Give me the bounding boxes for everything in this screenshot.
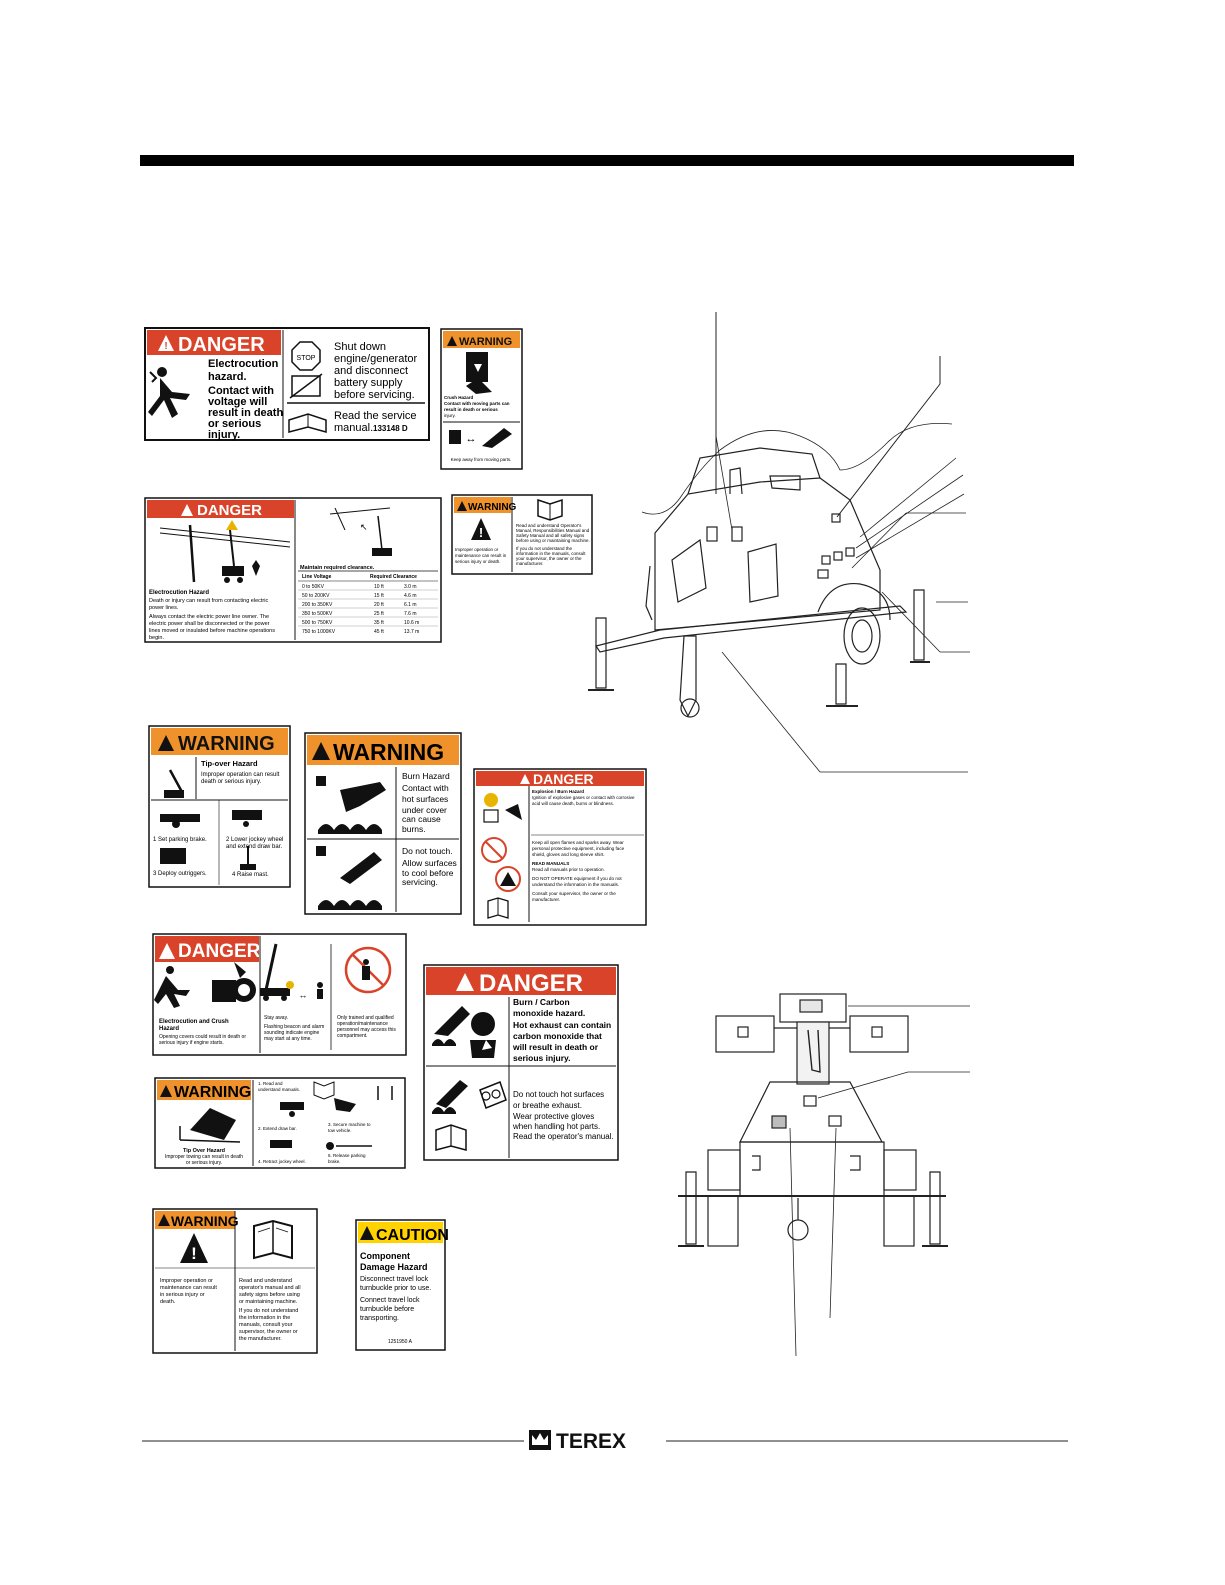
svg-text:Contact with: Contact with (208, 385, 274, 397)
danger-label: DANGER (178, 334, 265, 356)
svg-text:3 Deploy outriggers.: 3 Deploy outriggers. (153, 871, 207, 877)
svg-text:Death or injury can result fro: Death or injury can result from contacting electric (149, 598, 269, 604)
svg-text:5. Release parking: 5. Release parking (328, 1153, 366, 1158)
svg-text:manuals, consult your: manuals, consult your (239, 1322, 293, 1328)
svg-text:supervisor, the owner or: supervisor, the owner or (239, 1329, 298, 1335)
svg-text:before servicing.: before servicing. (334, 389, 415, 401)
svg-text:Ignition of explosive gases or: Ignition of explosive gases or contact with corrosive (532, 795, 635, 800)
svg-text:50 to 200KV: 50 to 200KV (302, 593, 330, 599)
svg-text:Read the operator's manual.: Read the operator's manual. (513, 1132, 614, 1141)
svg-text:personnel may access this: personnel may access this (337, 1027, 396, 1033)
svg-text:maintenance can result: maintenance can result (160, 1285, 217, 1291)
light-tower-rear-drawing (678, 994, 970, 1356)
svg-text:Flashing beacon and alarm: Flashing beacon and alarm (264, 1024, 325, 1030)
svg-text:information in the manuals, co: information in the manuals, consult (516, 551, 586, 556)
svg-text:350 to 500KV: 350 to 500KV (302, 611, 333, 617)
svg-text:serious injury.: serious injury. (513, 1053, 571, 1063)
svg-text:tow vehicle.: tow vehicle. (328, 1128, 352, 1133)
svg-text:WARNING: WARNING (468, 502, 517, 513)
svg-text:Stay away.: Stay away. (264, 1015, 289, 1021)
svg-text:35 ft: 35 ft (374, 620, 384, 626)
svg-text:serious injury if engine start: serious injury if engine starts. (159, 1040, 224, 1046)
svg-text:turnbuckle prior to use.: turnbuckle prior to use. (360, 1285, 432, 1292)
svg-text:safety signs before using: safety signs before using (239, 1292, 300, 1298)
svg-text:your supervisor, the owner or: your supervisor, the owner or the (516, 556, 582, 561)
svg-text:500 to 750KV: 500 to 750KV (302, 620, 333, 626)
svg-text:servicing.: servicing. (402, 877, 438, 887)
svg-text:compartment.: compartment. (337, 1033, 368, 1039)
svg-text:DANGER: DANGER (533, 771, 594, 787)
svg-text:Electrocution and Crush: Electrocution and Crush (159, 1019, 229, 1025)
svg-text:READ MANUALS: READ MANUALS (532, 861, 570, 866)
svg-text:engine/generator: engine/generator (334, 353, 418, 365)
svg-text:serious injury or death.: serious injury or death. (455, 559, 501, 564)
svg-text:Safety Manual and all safety s: Safety Manual and all safety signs (516, 533, 585, 538)
svg-text:Read all manuals prior to oper: Read all manuals prior to operation. (532, 867, 605, 872)
svg-text:electric power shall be discon: electric power shall be disconnected or the power (149, 621, 270, 627)
svg-text:Read the service: Read the service (334, 410, 417, 422)
svg-text:Electrocution: Electrocution (208, 358, 279, 370)
svg-text:↔: ↔ (465, 433, 477, 445)
svg-text:sounding indicate engine: sounding indicate engine (264, 1030, 320, 1036)
svg-text:transporting.: transporting. (360, 1315, 399, 1322)
svg-text:Wear protective gloves: Wear protective gloves (513, 1112, 595, 1121)
svg-text:can cause: can cause (402, 814, 441, 824)
svg-text:4.6 m: 4.6 m (404, 593, 417, 599)
svg-text:Tip Over Hazard: Tip Over Hazard (182, 1148, 226, 1154)
svg-text:Component: Component (360, 1251, 410, 1261)
svg-text:understand the information in: understand the information in the manuals. (532, 882, 620, 887)
decal-electrocution-crush (153, 934, 406, 1055)
svg-text:WARNING: WARNING (174, 1084, 252, 1101)
svg-text:or serious injury.: or serious injury. (185, 1160, 223, 1166)
svg-text:!: ! (164, 341, 168, 352)
terex-crown-icon (529, 1430, 551, 1450)
svg-text:death.: death. (160, 1299, 176, 1305)
svg-text:operator's manual and all: operator's manual and all (239, 1285, 301, 1291)
svg-text:1251950 A: 1251950 A (388, 1339, 412, 1345)
svg-text:power lines.: power lines. (149, 605, 179, 611)
svg-text:and disconnect: and disconnect (334, 365, 408, 377)
decal-read-manual-small (452, 495, 592, 574)
svg-text:shield, gloves and long sleeve: shield, gloves and long sleeve shirt. (532, 852, 605, 857)
svg-text:may start at any time.: may start at any time. (264, 1036, 312, 1042)
svg-text:under cover: under cover (402, 805, 447, 815)
svg-text:acid will cause death, burns o: acid will cause death, burns or blindness. (532, 801, 615, 806)
svg-text:when handling hot parts.: when handling hot parts. (513, 1122, 601, 1131)
svg-text:WARNING: WARNING (333, 739, 445, 765)
decal-tip-over-hazard (149, 726, 290, 887)
svg-text:Manual, Responsibilities Manua: Manual, Responsibilities Manual and (516, 528, 590, 533)
svg-text:Always contact the electric po: Always contact the electric power line owner. The (149, 614, 270, 620)
svg-text:Tip-over Hazard: Tip-over Hazard (201, 759, 258, 768)
svg-text:Contact with: Contact with (402, 783, 449, 793)
svg-text:Crush Hazard: Crush Hazard (444, 395, 474, 400)
svg-text:or breathe exhaust.: or breathe exhaust. (513, 1101, 582, 1110)
svg-text:hot surfaces: hot surfaces (402, 794, 449, 804)
svg-text:Explosion / Burn Hazard: Explosion / Burn Hazard (532, 789, 585, 794)
svg-text:Contact with moving parts can: Contact with moving parts can (444, 401, 510, 406)
svg-text:before using or maintaining ma: before using or maintaining machine. (516, 538, 590, 543)
svg-text:Connect travel lock: Connect travel lock (360, 1297, 420, 1304)
decal-burn-hazard (305, 733, 461, 914)
svg-text:CAUTION: CAUTION (376, 1227, 449, 1244)
svg-text:WARNING: WARNING (178, 733, 275, 755)
svg-text:the information in the: the information in the (239, 1315, 291, 1321)
svg-text:1. Read and: 1. Read and (258, 1081, 283, 1086)
svg-text:10 ft: 10 ft (374, 584, 384, 590)
svg-text:↖: ↖ (360, 522, 368, 532)
svg-text:3. Secure machine to: 3. Secure machine to (328, 1122, 371, 1127)
svg-text:Keep away from moving parts.: Keep away from moving parts. (450, 457, 512, 462)
svg-text:13.7 m: 13.7 m (404, 629, 420, 635)
svg-text:battery supply: battery supply (334, 377, 403, 389)
svg-text:Maintain required clearance.: Maintain required clearance. (300, 565, 375, 571)
svg-text:Required Clearance: Required Clearance (370, 574, 417, 580)
svg-text:4 Raise mast.: 4 Raise mast. (232, 872, 269, 878)
svg-text:45 ft: 45 ft (374, 629, 384, 635)
decal-crush-hazard-small (441, 329, 522, 469)
svg-text:will result in death or: will result in death or (513, 1042, 599, 1052)
svg-text:operation/maintenance: operation/maintenance (337, 1021, 388, 1027)
svg-text:DANGER: DANGER (479, 970, 584, 997)
svg-text:10.6 m: 10.6 m (404, 620, 420, 626)
svg-text:If you do not understand: If you do not understand (239, 1308, 299, 1314)
svg-text:Do not touch.: Do not touch. (402, 846, 453, 856)
svg-text:4. Retract jockey wheel.: 4. Retract jockey wheel. (258, 1159, 306, 1164)
decal-burn-carbon-monoxide (424, 965, 618, 1160)
svg-text:manufacturer.: manufacturer. (532, 897, 561, 902)
svg-text:Burn / Carbon: Burn / Carbon (513, 997, 570, 1007)
svg-text:injury.: injury. (208, 429, 241, 441)
svg-text:hazard.: hazard. (208, 371, 247, 383)
svg-text:Hot exhaust can contain: Hot exhaust can contain (513, 1020, 612, 1030)
svg-text:DO NOT OPERATE equipment if yo: DO NOT OPERATE equipment if you do not (532, 876, 622, 881)
svg-text:Improper towing can result in: Improper towing can result in death (164, 1154, 244, 1160)
svg-text:injury.: injury. (444, 413, 456, 418)
svg-text:200 to 350KV: 200 to 350KV (302, 602, 333, 608)
svg-text:DANGER: DANGER (178, 941, 261, 962)
svg-text:6.1 m: 6.1 m (404, 602, 417, 608)
svg-text:lines moved or insulated befor: lines moved or insulated before machine operations (149, 628, 275, 634)
svg-text:the manufacturer.: the manufacturer. (239, 1336, 282, 1342)
svg-text:WARNING: WARNING (459, 336, 513, 348)
svg-text:Allow surfaces: Allow surfaces (402, 858, 457, 868)
svg-text:Electrocution Hazard: Electrocution Hazard (149, 590, 210, 596)
svg-text:manufacturer.: manufacturer. (516, 561, 544, 566)
svg-text:monoxide hazard.: monoxide hazard. (513, 1008, 586, 1018)
svg-text:25 ft: 25 ft (374, 611, 384, 617)
svg-text:Opening covers could result in: Opening covers could result in death or (159, 1034, 246, 1040)
decal-read-manual-large (153, 1209, 317, 1353)
svg-text:begin.: begin. (149, 635, 164, 641)
svg-text:20 ft: 20 ft (374, 602, 384, 608)
svg-text:!: ! (478, 525, 484, 540)
svg-text:DANGER: DANGER (197, 502, 263, 519)
svg-text:carbon monoxide that: carbon monoxide that (513, 1031, 602, 1041)
footer-brand (142, 1430, 1068, 1453)
svg-text:or serious: or serious (208, 418, 262, 430)
svg-text:2. Extend draw bar.: 2. Extend draw bar. (258, 1126, 297, 1131)
decal-explosion-burn-hazard (474, 769, 646, 925)
svg-text:burns.: burns. (402, 824, 426, 834)
svg-text:Do not touch hot surfaces: Do not touch hot surfaces (513, 1090, 605, 1099)
svg-text:to cool before: to cool before (402, 868, 454, 878)
svg-text:personal protective equipment,: personal protective equipment, including face (532, 846, 625, 851)
svg-text:Hazard: Hazard (159, 1026, 180, 1032)
svg-text:understand manuals.: understand manuals. (258, 1087, 301, 1092)
svg-text:750 to 1000KV: 750 to 1000KV (302, 629, 336, 635)
svg-text:Line Voltage: Line Voltage (302, 574, 332, 580)
svg-text:manual.: manual. (334, 422, 374, 434)
decal-caution-component-damage (356, 1220, 449, 1350)
svg-text:Improper operation can result: Improper operation can result (201, 772, 280, 778)
svg-text:2 Lower jockey wheel: 2 Lower jockey wheel (226, 837, 284, 843)
svg-text:maintenance can result in: maintenance can result in (455, 553, 507, 558)
svg-text:death or serious injury.: death or serious injury. (201, 779, 262, 785)
svg-text:3.0 m: 3.0 m (404, 584, 417, 590)
svg-text:voltage will: voltage will (208, 396, 268, 408)
svg-text:Burn Hazard: Burn Hazard (402, 771, 450, 781)
svg-text:Only trained and qualified: Only trained and qualified (337, 1015, 394, 1021)
svg-text:Read and understand: Read and understand (239, 1278, 292, 1284)
svg-text:Improper operation or: Improper operation or (160, 1278, 213, 1284)
light-tower-iso-drawing (588, 312, 970, 772)
decal-power-line-clearance (145, 498, 441, 642)
svg-text:in serious injury or: in serious injury or (160, 1292, 205, 1298)
svg-text:turnbuckle before: turnbuckle before (360, 1306, 415, 1313)
svg-text:Improper operation or: Improper operation or (455, 547, 499, 552)
svg-text:Keep all open flames and spark: Keep all open flames and sparks away. Wear (532, 840, 624, 845)
svg-text:15 ft: 15 ft (374, 593, 384, 599)
svg-text:result in death: result in death (208, 407, 284, 419)
svg-text:1 Set parking brake.: 1 Set parking brake. (153, 837, 207, 843)
svg-text:Disconnect travel lock: Disconnect travel lock (360, 1276, 429, 1283)
svg-text:0 to 50KV: 0 to 50KV (302, 584, 324, 590)
svg-text:7.6 m: 7.6 m (404, 611, 417, 617)
svg-text:Shut down: Shut down (334, 341, 386, 353)
svg-text:If you do not understand the: If you do not understand the (516, 546, 573, 551)
svg-text:Damage Hazard: Damage Hazard (360, 1262, 428, 1272)
decal-tip-over-towing (155, 1078, 405, 1168)
svg-text:WARNING: WARNING (171, 1213, 239, 1229)
brand-wordmark: TEREX (556, 1430, 627, 1453)
svg-text:133148 D: 133148 D (373, 424, 408, 433)
svg-text:STOP: STOP (296, 355, 316, 362)
svg-text:Read and understand Operator's: Read and understand Operator's (516, 523, 582, 528)
svg-text:↔: ↔ (298, 990, 308, 1000)
svg-text:!: ! (191, 1244, 197, 1263)
decal-electrocution-stop (145, 328, 429, 441)
svg-text:or maintaining machine.: or maintaining machine. (239, 1299, 298, 1305)
svg-text:brake.: brake. (328, 1159, 341, 1164)
svg-text:result in death or serious: result in death or serious (444, 407, 498, 412)
svg-text:Consult your supervisor, the o: Consult your supervisor, the owner or the (532, 891, 616, 896)
svg-text:and extend draw bar.: and extend draw bar. (226, 844, 283, 850)
